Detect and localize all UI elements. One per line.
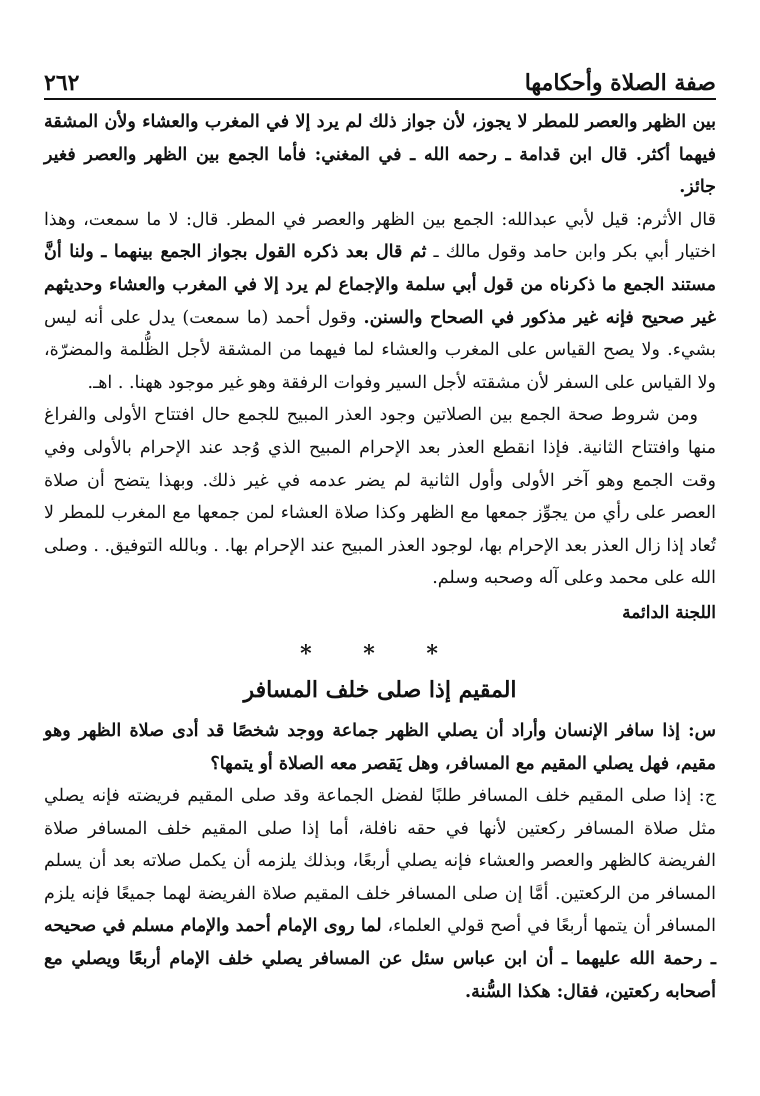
page-header: [44, 62, 716, 100]
paragraph-2: [44, 204, 716, 400]
answer-part-1: ج: إذا صلى المقيم خلف المسافر طلبًا لفضل الجماعة وقد صلى المقيم فريضته فإنه يصلي مثل صلاة المسافر ركعتين لأنها في حقه نافلة، أما إذا صلى المقيم خلف المسافر صلاة الفريضة كالظهر والعصر والعشاء فإنه يصلي أربعًا، وبذلك يلزمه أن يكمل صلاته بعد أن يسلم المسافر من الركعتين. أمَّا إن صلى المسافر خلف المقيم صلاة الفريضة لهما جميعًا فإنه يلزم المسافر أن يتمها أربعًا في أصح قولي العلماء،: [44, 786, 716, 937]
page-number: ٢٦٢: [44, 70, 80, 96]
paragraph-2-part-2: ثم قال بعد ذكره القول بجواز الجمع بينهما ـ ولنا أنَّ مستند الجمع ما ذكرناه من قول أبي سلمة والإجماع لم يرد إلا في المغرب والعشاء وحديثهم غير صحيح فإنه غير مذكور في الصحاح والسنن.: [44, 242, 716, 328]
question: س: إذا سافر الإنسان وأراد أن يصلي الظهر جماعة ووجد شخصًا قد أدى صلاة الظهر وهو مقيم، فهل يصلي المقيم مع المسافر، وهل يَقصر معه الصلاة أو يتمها؟: [44, 720, 716, 774]
paragraph-1: بين الظهر والعصر للمطر لا يجوز، لأن جواز ذلك لم يرد إلا في المغرب والعشاء ولأن المشقة فيهما أكثر. قال ابن قدامة ـ رحمه الله ـ في المغني: فأما الجمع بين الظهر والعصر فغير جائز.: [44, 112, 716, 198]
answer-part-2: لما روى الإمام أحمد والإمام مسلم في صحيحه ـ رحمة الله عليهما ـ أن ابن عباس سئل عن المسافر يصلي خلف الإمام أربعًا ويصلي مع أصحابه ركعتين، فقال: هكذا السُّنة.: [44, 916, 716, 1002]
qa-block: [44, 715, 716, 1008]
paragraph-3: ومن شروط صحة الجمع بين الصلاتين وجود العذر المبيح للجمع حال افتتاح الأولى والفراغ منها وافتتاح الثانية. فإذا انقطع العذر بعد الإحرام المبيح الذي وُجد عند الإحرام بالأولى وفي وقت الجمع وهو آخر الأولى وأول الثانية لم يضر عدمه في غير ذلك. وبهذا يتضح أن صلاة العصر على رأي من يجوِّز جمعها مع الظهر وكذا صلاة العشاء لمن جمعها مع المغرب للمطر لا تُعاد إذا زال العذر بعد الإحرام بها، لوجود العذر المبيح عند الإحرام بها. . وبالله التوفيق. . وصلى الله على محمد وعلى آله وصحبه وسلم.: [44, 405, 716, 589]
section-title: المقيم إذا صلى خلف المسافر: [243, 676, 517, 703]
paragraph-2-part-3: وقول أحمد (ما سمعت) يدل على أنه ليس بشيء. ولا يصح القياس على المغرب والعشاء لما فيهما من المشقة لأجل الظُّلمة والمضرّة، ولا القياس على السفر لأن مشقته لأجل السير وفوات الرفقة وهو غير موجود ههنا. . اهـ.: [44, 307, 716, 393]
paragraph-2-part-1: قال الأثرم: قيل لأبي عبدالله: الجمع بين الظهر والعصر في المطر. قال: لا ما سمعت، وهذا اختيار أبي بكر وابن حامد وقول مالك ـ: [44, 209, 716, 263]
separator-stars: * * *: [300, 640, 460, 667]
body-text: [44, 106, 716, 595]
signature: اللجنة الدائمة: [622, 602, 716, 623]
running-title: صفة الصلاة وأحكامها: [524, 70, 716, 96]
answer: [44, 780, 716, 1008]
